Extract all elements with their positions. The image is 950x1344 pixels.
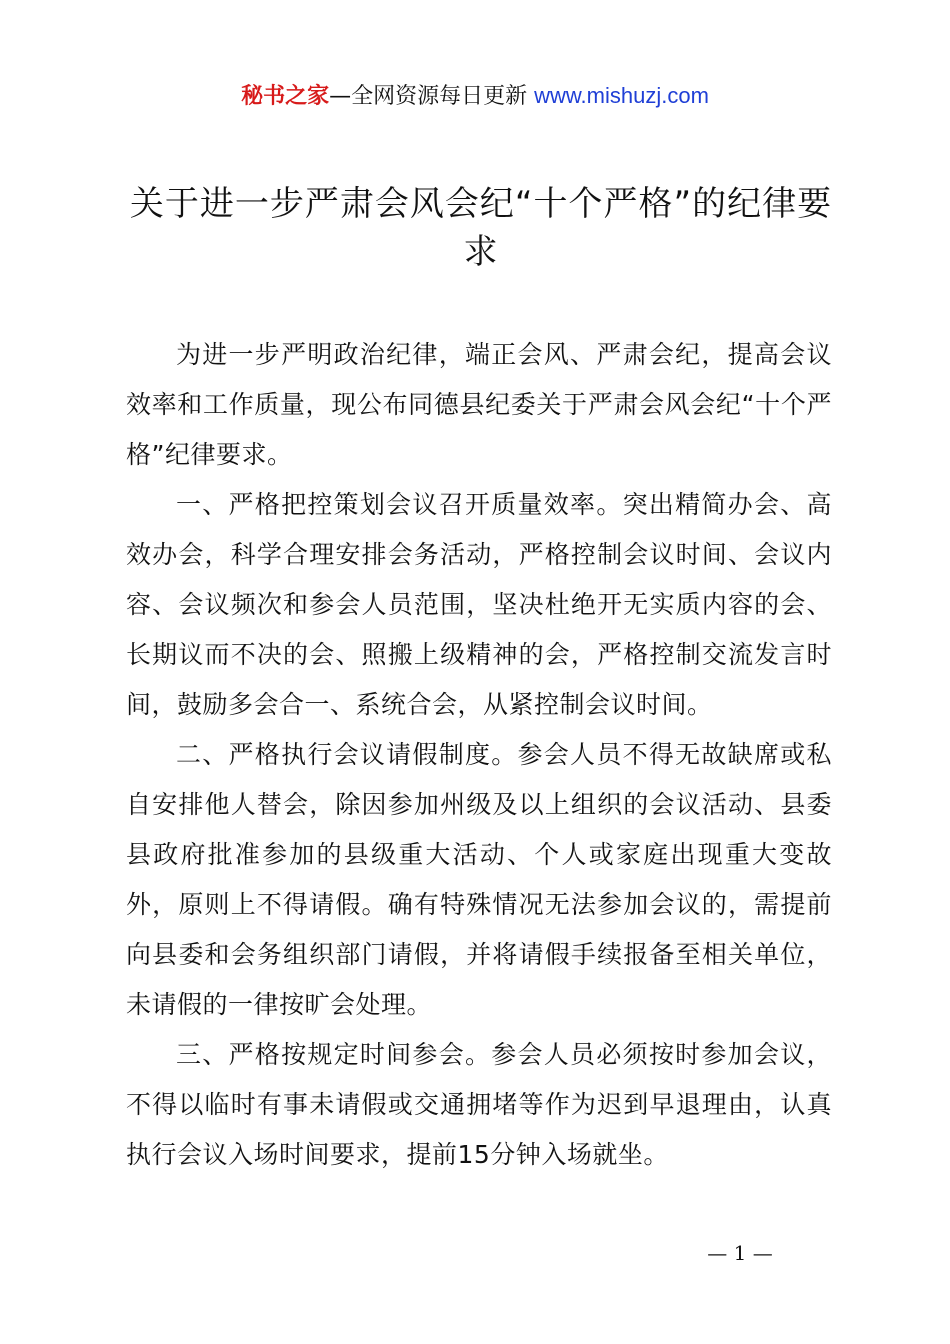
site-url-link[interactable]: www.mishuzj.com [534,83,709,108]
paragraph-item-3: 三、严格按规定时间参会。参会人员必须按时参加会议，不得以临时有事未请假或交通拥堵等作为迟到早退理由，认真执行会议入场时间要求，提前15分钟入场就坐。 [126,1040,832,1169]
document-title: 关于进一步严肃会风会纪“十个严格”的纪律要求 [129,184,833,272]
document-body [126,330,832,1180]
header-tagline: —全网资源每日更新 [329,84,528,109]
brand-name[interactable]: 秘书之家 [241,84,330,109]
page-number: — 1 — [707,1241,773,1265]
site-header [0,80,950,113]
paragraph-intro: 为进一步严明政治纪律，端正会风、严肃会纪，提高会议效率和工作质量，现公布同德县纪委关于严肃会风会纪“十个严格”纪律要求。 [126,340,832,469]
paragraph-item-2: 二、严格执行会议请假制度。参会人员不得无故缺席或私自安排他人替会，除因参加州级及以上组织的会议活动、县委县政府批准参加的县级重大活动、个人或家庭出现重大变故外，原则上不得请假。确有特殊情况无法参加会议的，需提前向县委和会务组织部门请假，并将请假手续报备至相关单位，未请假的一律按旷会处理。 [126,740,832,1019]
paragraph-item-1: 一、严格把控策划会议召开质量效率。突出精简办会、高效办会，科学合理安排会务活动，严格控制会议时间、会议内容、会议频次和参会人员范围，坚决杜绝开无实质内容的会、长期议而不决的会、照搬上级精神的会，严格控制交流发言时间，鼓励多会合一、系统合会，从紧控制会议时间。 [126,490,832,719]
